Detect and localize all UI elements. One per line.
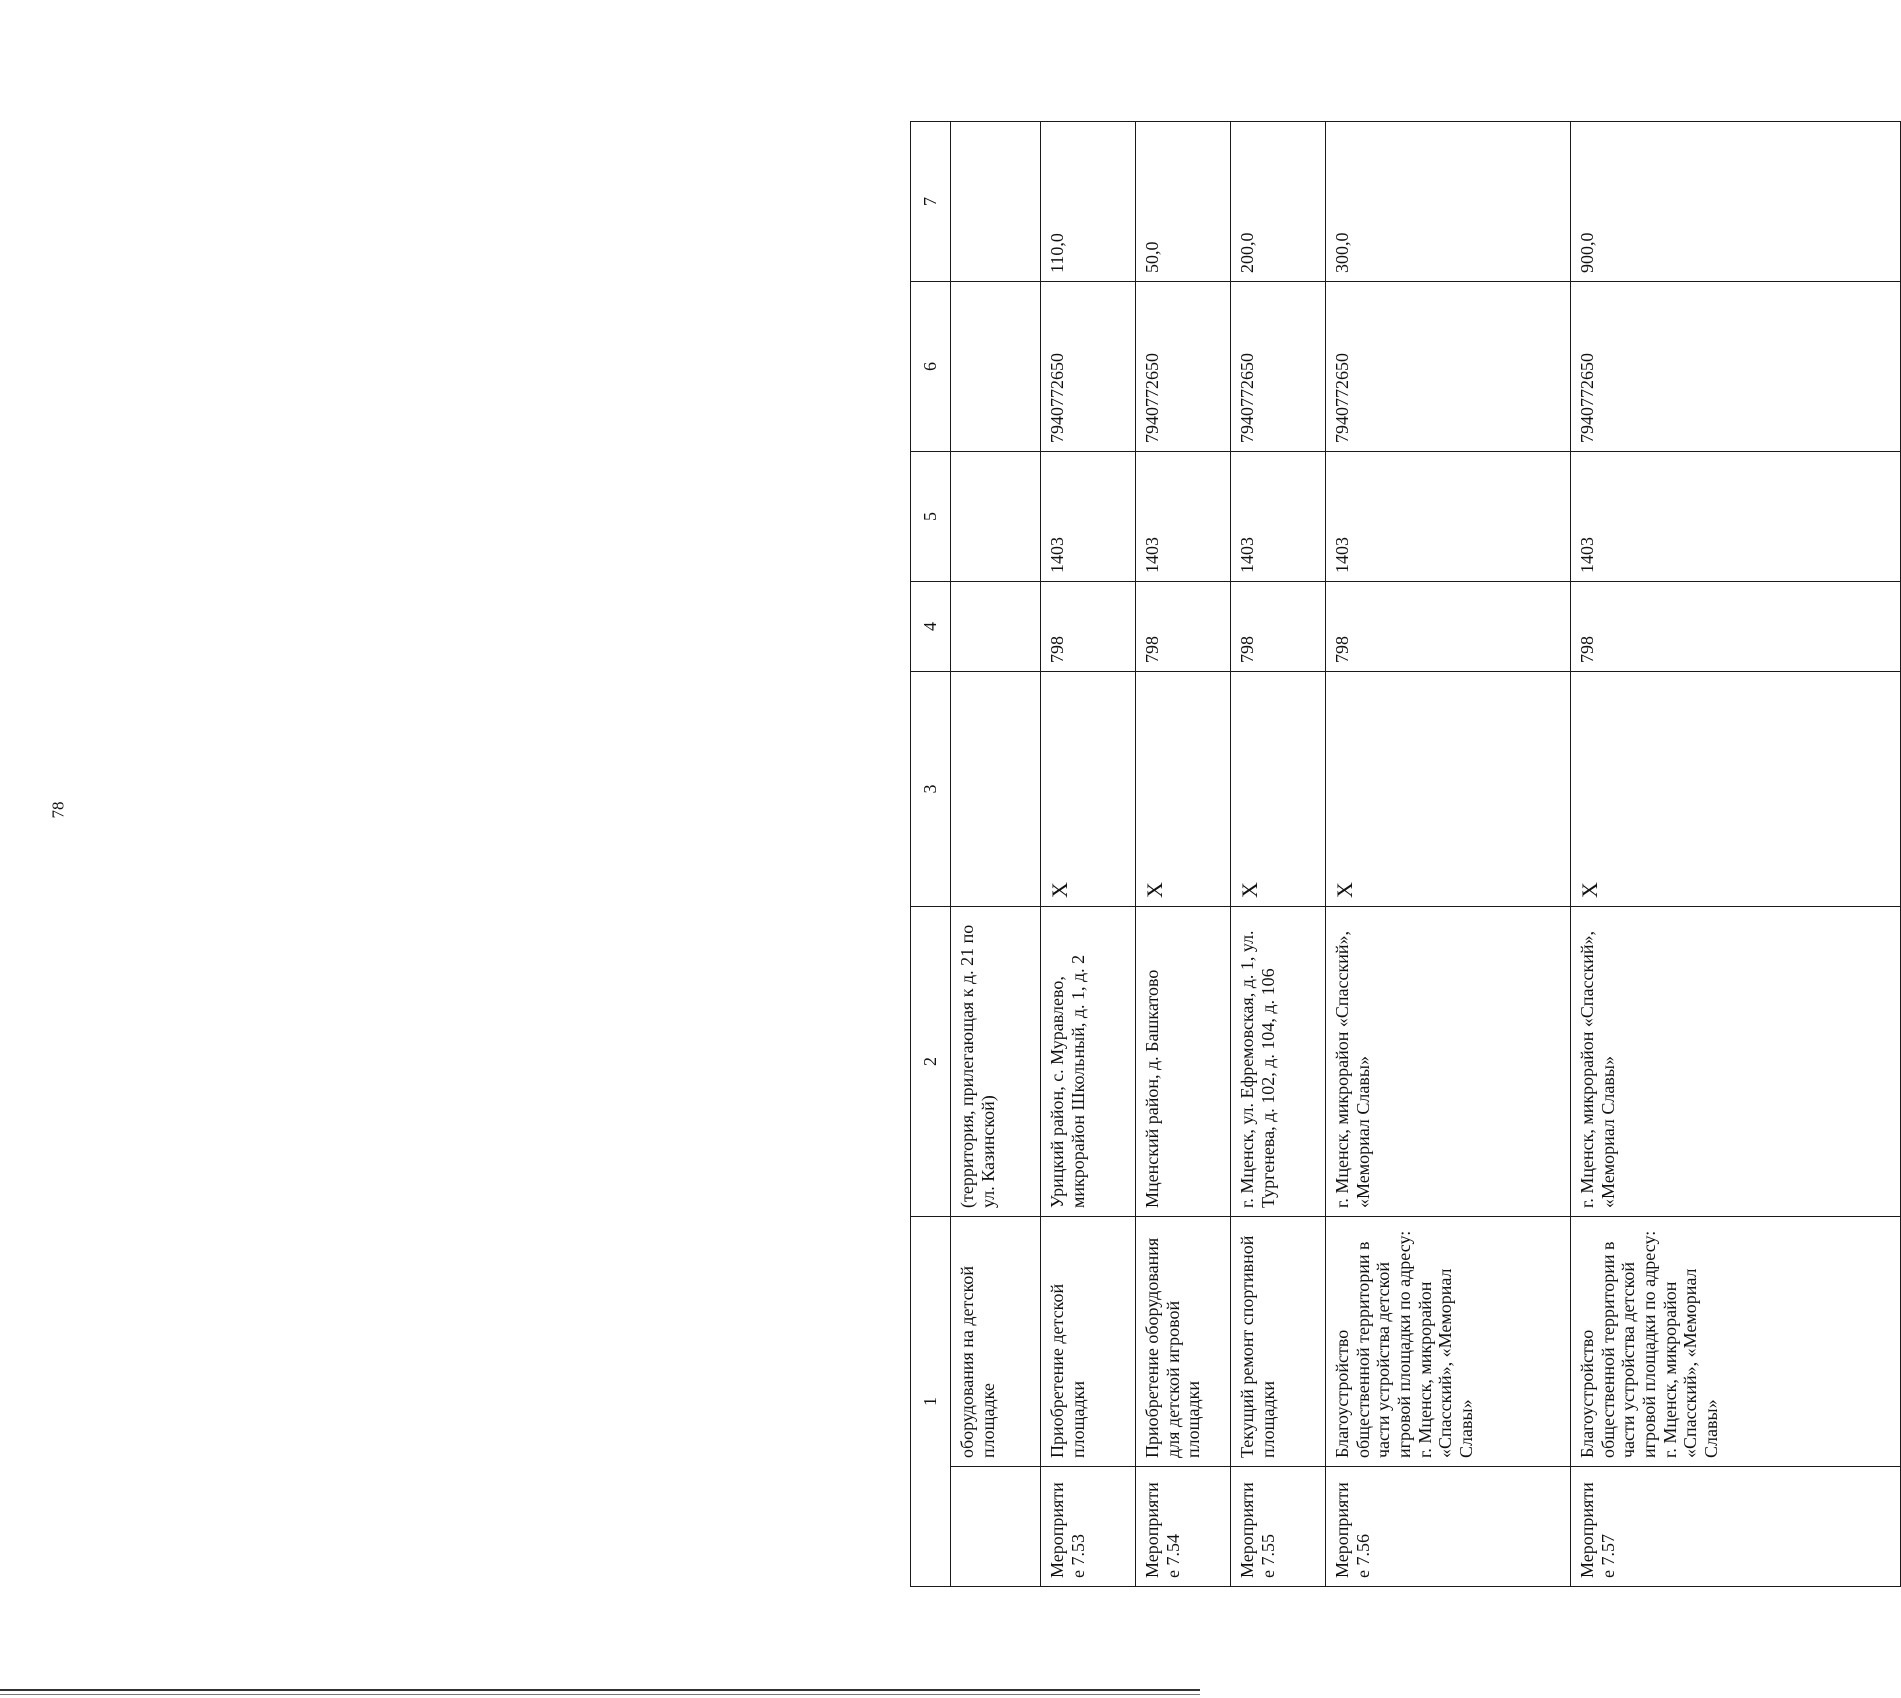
- scan-edge-line-secondary: [0, 1694, 1200, 1695]
- row-col-4: 798: [1231, 582, 1326, 672]
- row-col-7: [951, 122, 1041, 282]
- row-col-7: 900,0: [1571, 122, 1901, 282]
- row-activity-id: Мероприятие 7.55: [1231, 1467, 1326, 1587]
- row-activity-name: оборудования на детской площадке: [951, 1217, 1041, 1467]
- row-col-3: X: [1041, 672, 1136, 907]
- row-col-4: 798: [1326, 582, 1571, 672]
- header-col-5: 5: [911, 452, 951, 582]
- header-col-6: 6: [911, 282, 951, 452]
- row-activity-name: Благоустройство общественной территории в части устройства детской игровой площадки по адресу: г. Мценск, микрорайон «Спасский», «Мемориал Славы»: [1571, 1217, 1901, 1467]
- row-col-4: 798: [1571, 582, 1901, 672]
- activities-table-container: [910, 122, 1900, 1587]
- table-row: [1136, 122, 1231, 1587]
- row-col-3: [951, 672, 1041, 907]
- row-col-6: 7940772650: [1136, 282, 1231, 452]
- row-address: Мценский район, д. Башкатово: [1136, 907, 1231, 1217]
- row-col-5: 1403: [1326, 452, 1571, 582]
- header-col-1: 1: [911, 1217, 951, 1587]
- row-col-6: 7940772650: [1571, 282, 1901, 452]
- row-address: Урицкий район, с. Муравлево, микрорайон Школьный, д. 1, д. 2: [1041, 907, 1136, 1217]
- row-address: г. Мценск, микрорайон «Спасский», «Мемориал Славы»: [1571, 907, 1901, 1217]
- row-activity-id: Мероприятие 7.53: [1041, 1467, 1136, 1587]
- row-col-3: X: [1136, 672, 1231, 907]
- row-activity-name: Благоустройство общественной территории в части устройства детской игровой площадки по адресу: г. Мценск, микрорайон «Спасский», «Мемориал Славы»: [1326, 1217, 1571, 1467]
- activities-table: [910, 121, 1901, 1587]
- row-activity-name: Приобретение оборудования для детской игровой площадки: [1136, 1217, 1231, 1467]
- row-col-4: [951, 582, 1041, 672]
- scan-edge-line: [0, 1689, 1200, 1691]
- row-col-5: 1403: [1571, 452, 1901, 582]
- table-row: [1041, 122, 1136, 1587]
- table-row: [1571, 122, 1901, 1587]
- row-col-3: X: [1231, 672, 1326, 907]
- row-col-6: 7940772650: [1326, 282, 1571, 452]
- row-activity-name: Приобретение детской площадки: [1041, 1217, 1136, 1467]
- row-activity-id: Мероприятие 7.56: [1326, 1467, 1571, 1587]
- row-col-7: 50,0: [1136, 122, 1231, 282]
- row-col-7: 200,0: [1231, 122, 1326, 282]
- row-col-5: 1403: [1231, 452, 1326, 582]
- row-activity-name: Текущий ремонт спортивной площадки: [1231, 1217, 1326, 1467]
- row-col-5: 1403: [1041, 452, 1136, 582]
- table-row: [1326, 122, 1571, 1587]
- row-col-6: [951, 282, 1041, 452]
- header-col-7: 7: [911, 122, 951, 282]
- row-col-5: 1403: [1136, 452, 1231, 582]
- table-row: [1231, 122, 1326, 1587]
- row-col-3: X: [1326, 672, 1571, 907]
- row-address: г. Мценск, микрорайон «Спасский», «Мемориал Славы»: [1326, 907, 1571, 1217]
- header-row: [911, 122, 951, 1587]
- header-col-3: 3: [911, 672, 951, 907]
- row-col-3: X: [1571, 672, 1901, 907]
- row-col-5: [951, 452, 1041, 582]
- table-row: [951, 122, 1041, 1587]
- header-col-2: 2: [911, 907, 951, 1217]
- header-col-4: 4: [911, 582, 951, 672]
- row-address: г. Мценск, ул. Ефремовская, д. 1, ул. Тургенева, д. 102, д. 104, д. 106: [1231, 907, 1326, 1217]
- row-activity-id: Мероприятие 7.57: [1571, 1467, 1901, 1587]
- row-col-7: 300,0: [1326, 122, 1571, 282]
- row-address: (территория, прилегающая к д. 21 по ул. Казинской): [951, 907, 1041, 1217]
- row-col-7: 110,0: [1041, 122, 1136, 282]
- row-activity-id: [951, 1467, 1041, 1587]
- row-activity-id: Мероприятие 7.54: [1136, 1467, 1231, 1587]
- row-col-4: 798: [1136, 582, 1231, 672]
- row-col-6: 7940772650: [1231, 282, 1326, 452]
- row-col-4: 798: [1041, 582, 1136, 672]
- page-number: 78: [48, 801, 68, 819]
- row-col-6: 7940772650: [1041, 282, 1136, 452]
